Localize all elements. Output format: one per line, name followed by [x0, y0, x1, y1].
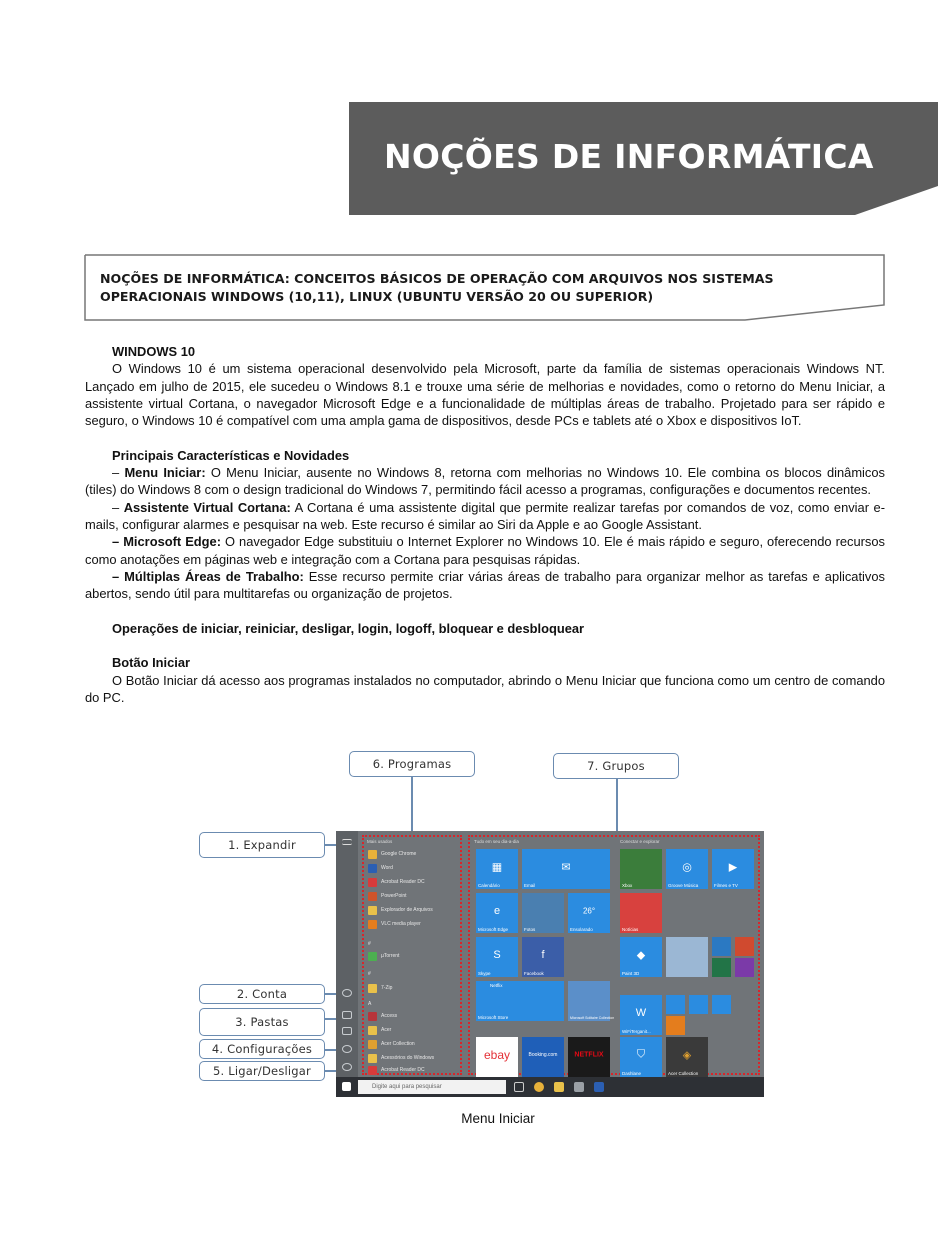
tile-wifi[interactable]: W WiFiTerganit... [620, 995, 662, 1035]
tile-acer[interactable]: ◈ Acer Collection [666, 1037, 708, 1077]
list-item[interactable]: µTorrent [368, 951, 399, 961]
tile-disney[interactable] [666, 937, 708, 977]
chrome-icon[interactable] [534, 1082, 544, 1092]
section-heading-features: Principais Características e Novidades [112, 447, 350, 463]
feature-item [85, 533, 885, 568]
callout-arrow [616, 779, 618, 831]
list-item[interactable]: Google Chrome [368, 849, 416, 859]
tile-defender[interactable]: ⛉ Dashlane [620, 1037, 662, 1077]
feature-text: A Cortana é uma assistente digital que permite realizar tarefas por comandos de voz, como enviar e-mails, configurar alarmes e pesquisar na web. Este recurso é similar ao Siri da Apple e ao Google Assistant. [85, 499, 885, 532]
callout-pastas: 3. Pastas [199, 1008, 325, 1036]
tile-store[interactable]: Netflix Microsoft Store [476, 981, 564, 1021]
list-item[interactable]: Acer [368, 1025, 391, 1035]
word-icon[interactable] [594, 1082, 604, 1092]
tile-small-2[interactable] [689, 995, 708, 1014]
tiles-heading-right: Conectar e explorar [620, 839, 660, 844]
start-menu-screenshot [336, 831, 764, 1097]
tile-small-4[interactable] [666, 1016, 685, 1035]
list-item: # [368, 971, 371, 977]
tile-groups [468, 835, 760, 1075]
tile-solitaire[interactable]: Microsoft Solitaire Collection [568, 981, 610, 1021]
tile-edge[interactable]: e Microsoft Edge [476, 893, 518, 933]
folder-icon[interactable] [554, 1082, 564, 1092]
hamburger-icon[interactable] [342, 839, 352, 845]
callout-expandir: 1. Expandir [199, 832, 325, 858]
start-menu-figure [196, 748, 768, 1100]
figure-caption: Menu Iniciar [461, 1111, 535, 1126]
network-icon[interactable] [574, 1082, 584, 1092]
tile-groove[interactable]: ◎ Groove Música [666, 849, 708, 889]
tile-paint3d[interactable]: ◆ Paint 3D [620, 937, 662, 977]
search-input[interactable]: Digite aqui para pesquisar [358, 1080, 506, 1094]
program-list [362, 835, 462, 1075]
start-menu-rail [336, 831, 358, 1097]
callout-programas: 6. Programas [349, 751, 475, 777]
list-item[interactable]: Acessórios do Windows [368, 1053, 434, 1063]
account-icon[interactable] [342, 989, 352, 997]
bullet: – [112, 534, 120, 550]
tile-office-ppt2[interactable] [735, 937, 754, 956]
list-item[interactable]: Acrobat Reader DC [368, 1065, 425, 1075]
feature-term: Microsoft Edge: [123, 534, 222, 550]
feature-item [85, 464, 885, 499]
tile-office-xls[interactable] [712, 958, 731, 977]
tile-weather[interactable]: 26° Ensolarado [568, 893, 610, 933]
section-heading-operations: Operações de iniciar, reiniciar, desligar, login, logoff, bloquear e desbloquear [112, 620, 585, 636]
tile-news[interactable]: Notícias [620, 893, 662, 933]
gear-icon[interactable] [342, 1045, 352, 1053]
list-item: # [368, 941, 371, 947]
list-item[interactable]: Acrobat Reader DC [368, 877, 425, 887]
list-item[interactable]: VLC media player [368, 919, 421, 929]
tile-photos[interactable]: Fotos [522, 893, 564, 933]
list-item[interactable]: Explorador de Arquivos [368, 905, 433, 915]
list-item: A [368, 1001, 372, 1007]
tile-email[interactable]: ✉ Email [522, 849, 610, 889]
tile-small-1[interactable] [666, 995, 685, 1014]
section-heading-start-button: Botão Iniciar [112, 655, 191, 671]
callout-arrow [411, 777, 413, 831]
windows-logo-icon[interactable] [342, 1082, 351, 1091]
tile-office-one[interactable] [735, 958, 754, 977]
list-item[interactable]: Word [368, 863, 393, 873]
page-title: NOÇÕES DE INFORMÁTICA [384, 137, 874, 176]
callout-configuracoes: 4. Configurações [199, 1039, 325, 1059]
tile-office-ppt[interactable] [712, 937, 731, 956]
bullet: – [112, 568, 120, 584]
list-item[interactable]: PowerPoint [368, 891, 407, 901]
feature-item [85, 499, 885, 534]
topic-heading: NOÇÕES DE INFORMÁTICA: CONCEITOS BÁSICOS DE OPERAÇÃO COM ARQUIVOS NOS SISTEMAS OPERACIONAIS WINDOWS (10,11), LINUX (UBUNTU VERSÃO 20 OU SUPERIOR) [100, 271, 774, 304]
feature-text: O navegador Edge substituiu o Internet Explorer no Windows 10. Ele é mais rápido e seguro, oferecendo recursos como anotações em páginas web e integração com a Cortana para pesquisas rápidas. [85, 534, 885, 567]
tile-facebook[interactable]: f Facebook [522, 937, 564, 977]
tiles-heading-left: Tudo em seu dia-a-dia [474, 839, 519, 844]
tile-movies[interactable]: ▶ Filmes e TV [712, 849, 754, 889]
list-item[interactable]: Access [368, 1011, 397, 1021]
taskbar [336, 1077, 764, 1097]
list-item[interactable]: Acer Collection [368, 1039, 415, 1049]
bullet: – [112, 465, 120, 481]
feature-term: Múltiplas Áreas de Trabalho: [124, 568, 304, 584]
section-heading-windows10: WINDOWS 10 [112, 344, 196, 359]
start-button-text: O Botão Iniciar dá acesso aos programas instalados no computador, abrindo o Menu Iniciar que funciona como um centro de comando do PC. [85, 672, 885, 705]
windows10-intro: O Windows 10 é um sistema operacional desenvolvido pela Microsoft, parte da família de sistemas operacionais Windows NT. Lançado em julho de 2015, ele sucedeu o Windows 8.1 e trouxe uma série de melhorias e novidades, como o retorno do Menu Iniciar, a assistente virtual Cortana, o navegador Microsoft Edge e a funcionalidade de múltiplas áreas de trabalho. Projetado para ser rápido e seguro, o Windows 10 é compatível com uma ampla gama de dispositivos, desde PCs e tablets até o Xbox e dispositivos IoT. [85, 361, 885, 429]
bullet: – [112, 499, 120, 515]
tile-xbox[interactable]: Xbox [620, 849, 662, 889]
header-banner [0, 0, 938, 230]
callout-ligar-desligar: 5. Ligar/Desligar [199, 1061, 325, 1081]
callout-grupos: 7. Grupos [553, 753, 679, 779]
feature-text: Esse recurso permite criar várias áreas de trabalho para organizar melhor as tarefas e aplicativos abertos, sendo útil para multitarefas ou organização de projetos. [85, 568, 885, 602]
task-view-icon[interactable] [514, 1082, 524, 1092]
feature-item [85, 568, 885, 603]
list-item[interactable]: 7-Zip [368, 983, 392, 993]
tile-booking[interactable]: Booking.com [522, 1037, 564, 1077]
tile-ebay[interactable]: ebay [476, 1037, 518, 1077]
callout-conta: 2. Conta [199, 984, 325, 1004]
feature-term: Assistente Virtual Cortana: [123, 499, 291, 515]
tile-skype[interactable]: S Skype [476, 937, 518, 977]
apps-heading: Mais usados [367, 839, 393, 844]
document-icon[interactable] [342, 1011, 352, 1019]
tile-calendar[interactable]: ▦ Calendário [476, 849, 518, 889]
tile-small-3[interactable] [712, 995, 731, 1014]
content-body [85, 343, 885, 706]
picture-icon[interactable] [342, 1027, 352, 1035]
feature-text: O Menu Iniciar, ausente no Windows 8, retorna com melhorias no Windows 10. Ele combina os blocos dinâmicos (tiles) do Windows 8 com o design tradicional do Windows 7, permitindo fácil acesso a programas, configurações e documentos recentes. [85, 465, 885, 498]
feature-term: Menu Iniciar: [124, 465, 206, 481]
tile-netflix[interactable]: NETFLIX [568, 1037, 610, 1077]
power-icon[interactable] [342, 1063, 352, 1071]
